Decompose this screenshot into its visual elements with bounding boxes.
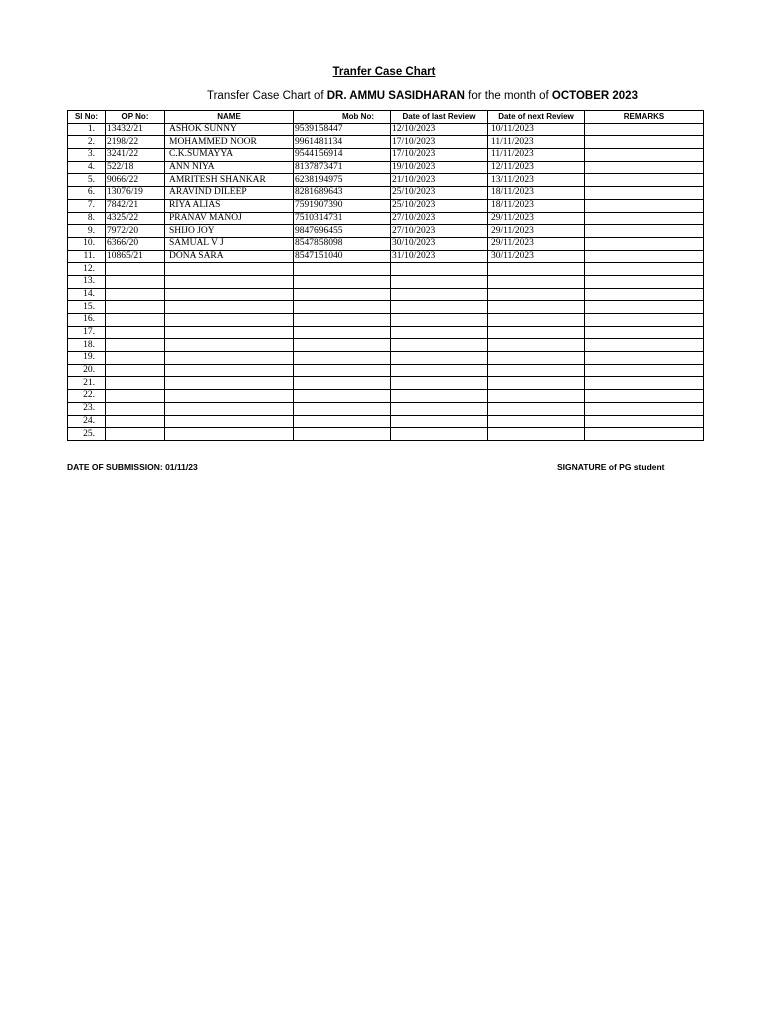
cell-name (165, 428, 294, 441)
cell-last-review: 25/10/2023 (391, 199, 488, 212)
signature-label: SIGNATURE of PG student (557, 462, 665, 472)
cell-sl-no: 22. (68, 390, 106, 403)
table-row (68, 199, 704, 212)
cell-sl-no: 7. (68, 199, 106, 212)
table-row (68, 174, 704, 187)
doctor-name: DR. AMMU SASIDHARAN (326, 90, 465, 102)
cell-sl-no: 12. (68, 263, 106, 276)
cell-op-no: 6366/20 (106, 237, 165, 250)
cell-op-no: 13076/19 (106, 187, 165, 200)
cell-last-review (391, 377, 488, 390)
cell-name (165, 390, 294, 403)
table-row (68, 390, 704, 403)
cell-name (165, 314, 294, 327)
cell-op-no: 10865/21 (106, 250, 165, 263)
cell-remarks (585, 288, 704, 301)
cell-next-review (488, 275, 585, 288)
cell-mob-no: 6238194975 (294, 174, 391, 187)
table-row (68, 263, 704, 276)
cell-last-review: 12/10/2023 (391, 123, 488, 136)
cell-name: RIYA ALIAS (165, 199, 294, 212)
cell-next-review (488, 301, 585, 314)
cell-last-review: 19/10/2023 (391, 161, 488, 174)
cell-mob-no (294, 288, 391, 301)
cell-name (165, 263, 294, 276)
cell-sl-no: 1. (68, 123, 106, 136)
cell-last-review (391, 326, 488, 339)
cell-next-review (488, 415, 585, 428)
cell-remarks (585, 161, 704, 174)
table-row (68, 123, 704, 136)
cell-remarks (585, 402, 704, 415)
cell-next-review: 18/11/2023 (488, 199, 585, 212)
cell-op-no (106, 288, 165, 301)
header-last-review: Date of last Review (391, 111, 488, 124)
cell-op-no (106, 263, 165, 276)
cell-mob-no (294, 275, 391, 288)
cell-remarks (585, 237, 704, 250)
cell-mob-no: 8547858098 (294, 237, 391, 250)
cell-last-review: 17/10/2023 (391, 149, 488, 162)
cell-sl-no: 19. (68, 352, 106, 365)
cell-sl-no: 8. (68, 212, 106, 225)
cell-remarks (585, 263, 704, 276)
cell-mob-no (294, 326, 391, 339)
cell-last-review (391, 263, 488, 276)
table-row (68, 225, 704, 238)
cell-name (165, 402, 294, 415)
cell-last-review (391, 288, 488, 301)
table-row (68, 415, 704, 428)
report-month: OCTOBER 2023 (551, 90, 638, 102)
cell-mob-no: 9847696455 (294, 225, 391, 238)
cell-remarks (585, 352, 704, 365)
table-row (68, 288, 704, 301)
table-row (68, 402, 704, 415)
cell-sl-no: 24. (68, 415, 106, 428)
cell-op-no (106, 415, 165, 428)
cell-sl-no: 25. (68, 428, 106, 441)
cell-remarks (585, 149, 704, 162)
cell-next-review: 13/11/2023 (488, 174, 585, 187)
cell-sl-no: 4. (68, 161, 106, 174)
table-body (68, 123, 704, 440)
header-sl-no: Sl No: (68, 111, 106, 124)
cell-last-review (391, 314, 488, 327)
cell-last-review: 31/10/2023 (391, 250, 488, 263)
cell-sl-no: 17. (68, 326, 106, 339)
document-subtitle (207, 90, 638, 102)
cell-remarks (585, 187, 704, 200)
cell-sl-no: 2. (68, 136, 106, 149)
table-row (68, 187, 704, 200)
cell-last-review: 17/10/2023 (391, 136, 488, 149)
cell-sl-no: 20. (68, 364, 106, 377)
cell-op-no: 522/18 (106, 161, 165, 174)
cell-sl-no: 14. (68, 288, 106, 301)
cell-name: DONA SARA (165, 250, 294, 263)
table-row (68, 212, 704, 225)
cell-next-review (488, 377, 585, 390)
cell-name (165, 364, 294, 377)
table-row (68, 250, 704, 263)
cell-last-review: 27/10/2023 (391, 225, 488, 238)
cell-sl-no: 6. (68, 187, 106, 200)
cell-op-no (106, 301, 165, 314)
cell-op-no (106, 275, 165, 288)
table-row (68, 275, 704, 288)
cell-mob-no: 7591907390 (294, 199, 391, 212)
cell-next-review (488, 364, 585, 377)
document-title: Tranfer Case Chart (332, 66, 436, 78)
cell-next-review: 11/11/2023 (488, 149, 585, 162)
cell-remarks (585, 199, 704, 212)
cell-sl-no: 3. (68, 149, 106, 162)
cell-last-review (391, 275, 488, 288)
cell-mob-no (294, 428, 391, 441)
cell-last-review: 21/10/2023 (391, 174, 488, 187)
cell-next-review (488, 352, 585, 365)
cell-op-no (106, 339, 165, 352)
cell-remarks (585, 326, 704, 339)
table-row (68, 428, 704, 441)
header-name: NAME (165, 111, 294, 124)
cell-remarks (585, 301, 704, 314)
cell-op-no: 4325/22 (106, 212, 165, 225)
cell-name (165, 301, 294, 314)
cell-mob-no: 8281689643 (294, 187, 391, 200)
cell-name: SHIJO JOY (165, 225, 294, 238)
cell-sl-no: 16. (68, 314, 106, 327)
cell-name: ANN NIYA (165, 161, 294, 174)
cell-op-no (106, 402, 165, 415)
cell-next-review: 29/11/2023 (488, 225, 585, 238)
cell-next-review: 10/11/2023 (488, 123, 585, 136)
header-next-review: Date of next Review (488, 111, 585, 124)
cell-op-no: 7842/21 (106, 199, 165, 212)
cell-sl-no: 11. (68, 250, 106, 263)
cell-mob-no: 9539158447 (294, 123, 391, 136)
cell-mob-no (294, 364, 391, 377)
table-row (68, 314, 704, 327)
header-op-no: OP No: (106, 111, 165, 124)
cell-mob-no: 8137873471 (294, 161, 391, 174)
cell-op-no: 7972/20 (106, 225, 165, 238)
cell-name: MOHAMMED NOOR (165, 136, 294, 149)
cell-mob-no: 7510314731 (294, 212, 391, 225)
cell-sl-no: 15. (68, 301, 106, 314)
cell-remarks (585, 212, 704, 225)
table-row (68, 326, 704, 339)
cell-remarks (585, 377, 704, 390)
cell-last-review (391, 352, 488, 365)
cell-last-review (391, 402, 488, 415)
cell-mob-no (294, 301, 391, 314)
cell-op-no: 13432/21 (106, 123, 165, 136)
cell-name (165, 415, 294, 428)
table-row (68, 149, 704, 162)
cell-next-review: 12/11/2023 (488, 161, 585, 174)
cell-last-review (391, 428, 488, 441)
transfer-case-table (67, 110, 704, 441)
cell-last-review: 25/10/2023 (391, 187, 488, 200)
cell-sl-no: 10. (68, 237, 106, 250)
cell-sl-no: 23. (68, 402, 106, 415)
header-remarks: REMARKS (585, 111, 704, 124)
cell-sl-no: 5. (68, 174, 106, 187)
cell-remarks (585, 415, 704, 428)
table-row (68, 237, 704, 250)
cell-remarks (585, 123, 704, 136)
cell-next-review (488, 288, 585, 301)
cell-name: AMRITESH SHANKAR (165, 174, 294, 187)
table-row (68, 377, 704, 390)
cell-name (165, 377, 294, 390)
cell-last-review: 30/10/2023 (391, 237, 488, 250)
cell-name: ARAVIND DILEEP (165, 187, 294, 200)
cell-next-review (488, 263, 585, 276)
table-row (68, 352, 704, 365)
cell-remarks (585, 225, 704, 238)
cell-next-review: 29/11/2023 (488, 212, 585, 225)
cell-op-no (106, 377, 165, 390)
cell-mob-no: 8547151040 (294, 250, 391, 263)
cell-remarks (585, 390, 704, 403)
cell-op-no: 9066/22 (106, 174, 165, 187)
cell-name: C.K.SUMAYYA (165, 149, 294, 162)
cell-remarks (585, 428, 704, 441)
cell-name (165, 275, 294, 288)
cell-next-review: 18/11/2023 (488, 187, 585, 200)
cell-last-review (391, 415, 488, 428)
cell-sl-no: 13. (68, 275, 106, 288)
cell-op-no (106, 326, 165, 339)
cell-name: ASHOK SUNNY (165, 123, 294, 136)
cell-remarks (585, 364, 704, 377)
cell-op-no: 3241/22 (106, 149, 165, 162)
cell-next-review (488, 339, 585, 352)
cell-op-no: 2198/22 (106, 136, 165, 149)
cell-op-no (106, 352, 165, 365)
cell-sl-no: 21. (68, 377, 106, 390)
cell-mob-no (294, 314, 391, 327)
cell-remarks (585, 250, 704, 263)
cell-next-review (488, 428, 585, 441)
subtitle-prefix: Transfer Case Chart of (207, 90, 327, 102)
cell-last-review: 27/10/2023 (391, 212, 488, 225)
table-row (68, 364, 704, 377)
cell-last-review (391, 301, 488, 314)
cell-next-review (488, 314, 585, 327)
cell-next-review (488, 402, 585, 415)
cell-mob-no (294, 390, 391, 403)
cell-mob-no (294, 339, 391, 352)
cell-name: PRANAV MANOJ (165, 212, 294, 225)
cell-remarks (585, 136, 704, 149)
cell-mob-no: 9961481134 (294, 136, 391, 149)
cell-mob-no: 9544156914 (294, 149, 391, 162)
cell-sl-no: 18. (68, 339, 106, 352)
cell-next-review: 29/11/2023 (488, 237, 585, 250)
header-mob-no: Mob No: (294, 111, 391, 124)
table-header-row (68, 111, 704, 124)
cell-name (165, 288, 294, 301)
cell-op-no (106, 428, 165, 441)
cell-name: SAMUAL V J (165, 237, 294, 250)
cell-last-review (391, 364, 488, 377)
cell-name (165, 352, 294, 365)
cell-last-review (391, 390, 488, 403)
cell-name (165, 339, 294, 352)
cell-next-review: 30/11/2023 (488, 250, 585, 263)
cell-next-review (488, 390, 585, 403)
table-row (68, 161, 704, 174)
cell-mob-no (294, 352, 391, 365)
cell-op-no (106, 314, 165, 327)
cell-mob-no (294, 377, 391, 390)
table-row (68, 136, 704, 149)
cell-name (165, 326, 294, 339)
table-row (68, 301, 704, 314)
cell-last-review (391, 339, 488, 352)
cell-sl-no: 9. (68, 225, 106, 238)
cell-remarks (585, 314, 704, 327)
cell-mob-no (294, 415, 391, 428)
cell-mob-no (294, 263, 391, 276)
cell-mob-no (294, 402, 391, 415)
date-of-submission: DATE OF SUBMISSION: 01/11/23 (67, 462, 198, 472)
cell-next-review: 11/11/2023 (488, 136, 585, 149)
cell-remarks (585, 339, 704, 352)
cell-op-no (106, 364, 165, 377)
cell-remarks (585, 275, 704, 288)
cell-next-review (488, 326, 585, 339)
subtitle-middle: for the month of (464, 90, 552, 102)
cell-op-no (106, 390, 165, 403)
table-row (68, 339, 704, 352)
cell-remarks (585, 174, 704, 187)
